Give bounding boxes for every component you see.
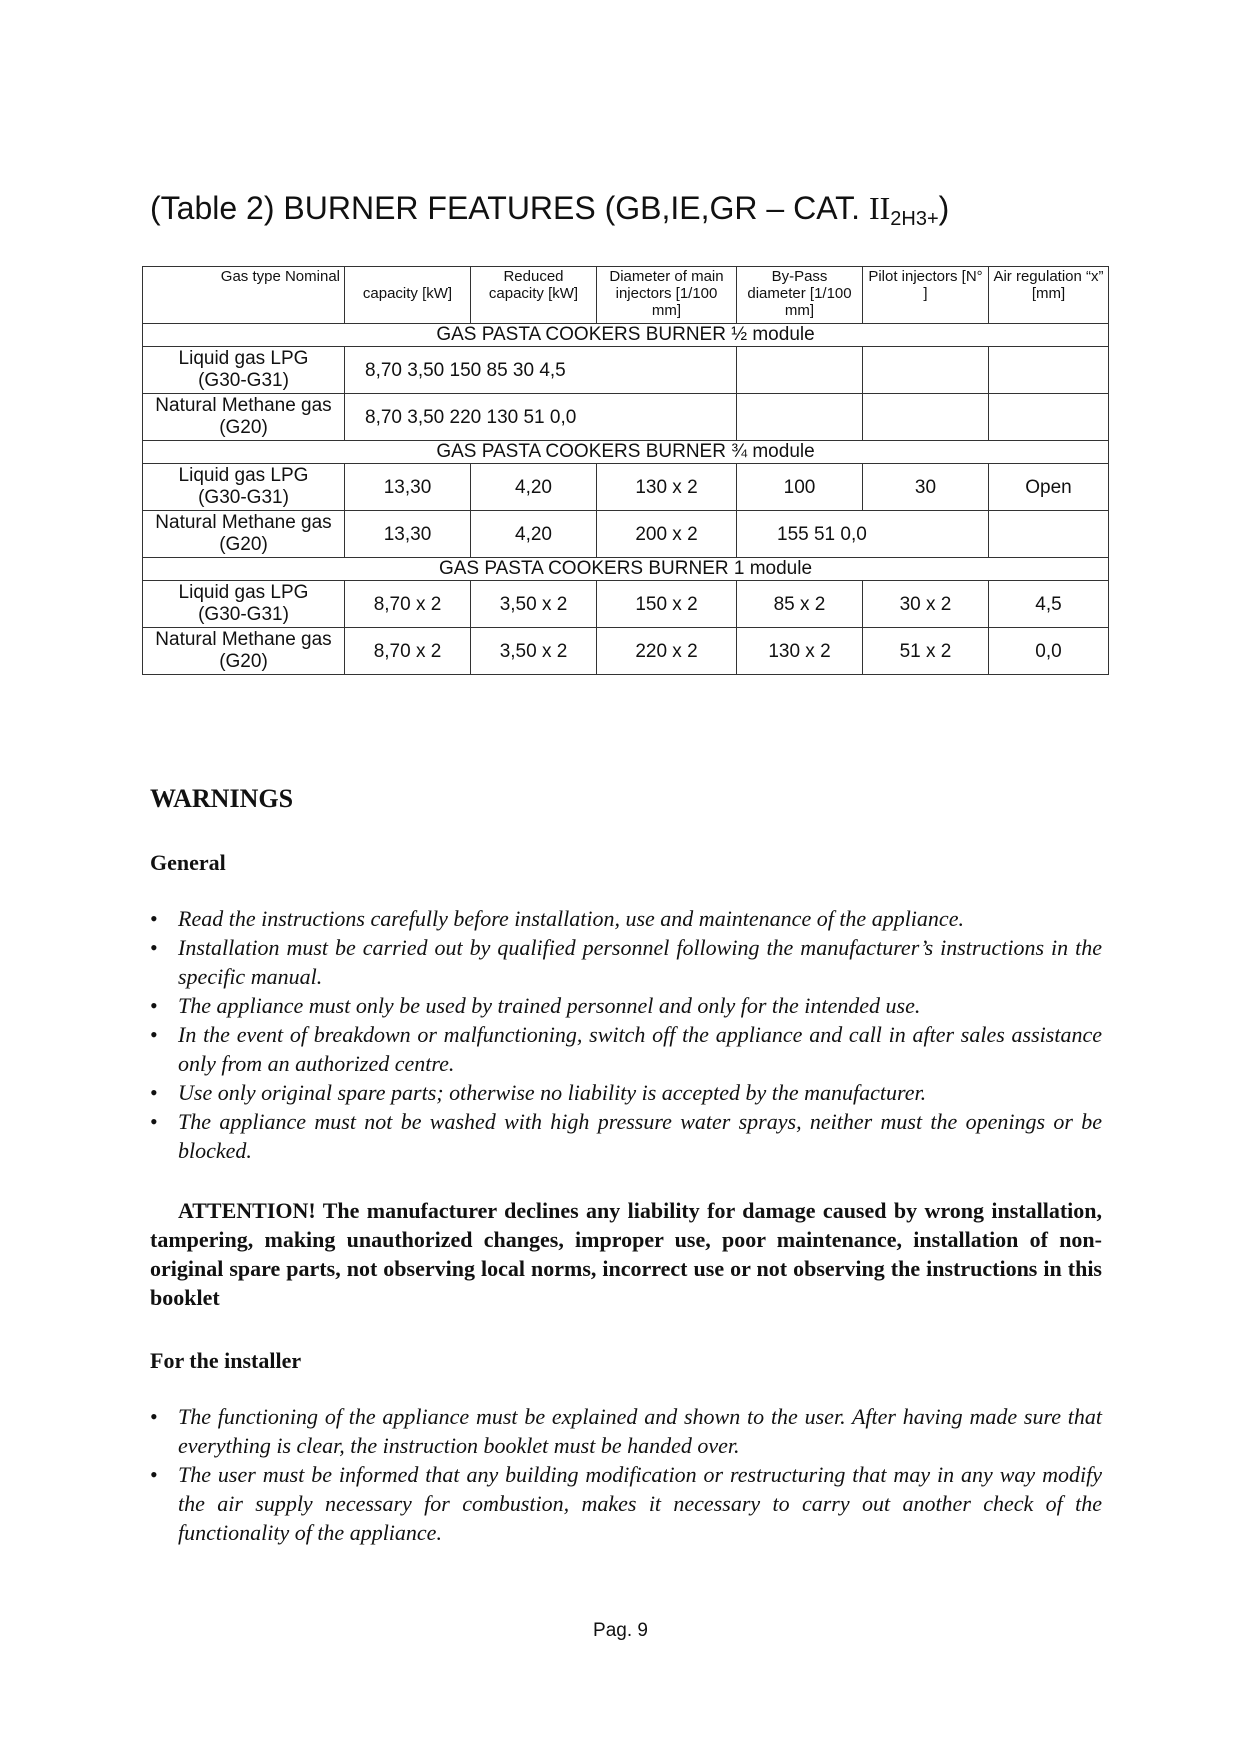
gas-name: Natural Methane gas: [155, 512, 332, 533]
table-row: [143, 628, 1109, 675]
header-gas-type: Gas type Nominal: [143, 267, 345, 324]
table-cell: [863, 394, 989, 441]
table-title: [150, 190, 949, 231]
table-cell: 3,50 x 2: [471, 628, 597, 675]
table-cell: 200 x 2: [597, 511, 737, 558]
list-item-text: In the event of breakdown or malfunctioning, switch off the appliance and call in after sales assistance only from an authorized centre.: [178, 1022, 1102, 1076]
burner-features-table: [142, 266, 1109, 675]
title-suffix: ): [938, 190, 950, 226]
list-item-text: Read the instructions carefully before installation, use and maintenance of the appliance.: [178, 906, 964, 931]
bullet-icon: •: [150, 1109, 158, 1134]
bullet-icon: •: [150, 1080, 158, 1105]
section-label: GAS PASTA COOKERS BURNER 1 module: [143, 558, 1109, 581]
table-cell: Open: [989, 464, 1109, 511]
table-cell: 4,20: [471, 464, 597, 511]
bullet-icon: •: [150, 1462, 158, 1487]
warnings-heading: WARNINGS: [150, 784, 294, 813]
table-cell: 85 x 2: [737, 581, 863, 628]
gas-type-cell: [143, 347, 345, 394]
list-item-text: Installation must be carried out by qualified personnel following the manufacturer’s instructions in the specific manual.: [178, 935, 1102, 989]
list-item-text: Use only original spare parts; otherwise no liability is accepted by the manufacturer.: [178, 1080, 927, 1105]
gas-name: Natural Methane gas: [155, 629, 332, 650]
table-cell: 30: [863, 464, 989, 511]
table-cell: [989, 394, 1109, 441]
gas-name: Liquid gas LPG: [178, 582, 309, 603]
table-cell: [989, 347, 1109, 394]
gas-code: (G30-G31): [198, 487, 289, 508]
bullet-icon: •: [150, 935, 158, 960]
table-cell: 8,70 x 2: [345, 581, 471, 628]
gas-code: (G20): [219, 417, 268, 438]
table-row: [143, 511, 1109, 558]
table-cell: 8,70 x 2: [345, 628, 471, 675]
table-cell: 51 x 2: [863, 628, 989, 675]
gas-type-cell: [143, 628, 345, 675]
section-row: [143, 558, 1109, 581]
gas-name: Liquid gas LPG: [178, 465, 309, 486]
gas-type-cell: [143, 394, 345, 441]
gas-name: Liquid gas LPG: [178, 348, 309, 369]
table-row: [143, 464, 1109, 511]
gas-code: (G30-G31): [198, 370, 289, 391]
table-header-row: [143, 267, 1109, 324]
section-label: GAS PASTA COOKERS BURNER ¾ module: [143, 441, 1109, 464]
gas-type-cell: [143, 581, 345, 628]
bullet-icon: •: [150, 1404, 158, 1429]
table-row: [143, 347, 1109, 394]
table-cell: [989, 511, 1109, 558]
table-cell: 220 x 2: [597, 628, 737, 675]
page-number: Pag. 9: [593, 1620, 648, 1641]
list-item: [150, 1460, 1102, 1547]
installer-warnings-list: [150, 1402, 1102, 1547]
header-bypass-diameter: By-Pass diameter [1/100 mm]: [737, 267, 863, 324]
table-cell: 4,20: [471, 511, 597, 558]
header-capacity: [345, 267, 471, 324]
table-cell: 13,30: [345, 464, 471, 511]
bullet-icon: •: [150, 906, 158, 931]
list-item-text: The user must be informed that any building modification or restructuring that may in any way modify the air supply necessary for combustion, makes it necessary to carry out another check of the functionality of the appliance.: [178, 1462, 1102, 1545]
list-item-text: The appliance must not be washed with high pressure water sprays, neither must the openings or be blocked.: [178, 1109, 1102, 1163]
list-item: [150, 1402, 1102, 1460]
table-cell: 13,30: [345, 511, 471, 558]
table-cell: 0,0: [989, 628, 1109, 675]
table-cell: [737, 347, 863, 394]
merged-values-cell: 8,70 3,50 150 85 30 4,5: [345, 347, 737, 394]
bullet-icon: •: [150, 1022, 158, 1047]
list-item-text: The appliance must only be used by trained personnel and only for the intended use.: [178, 993, 921, 1018]
gas-code: (G30-G31): [198, 604, 289, 625]
list-item: [150, 933, 1102, 991]
general-heading: General: [150, 850, 226, 875]
list-item-text: The functioning of the appliance must be explained and shown to the user. After having made sure that everything is clear, the instruction booklet must be handed over.: [178, 1404, 1102, 1458]
table-cell: 3,50 x 2: [471, 581, 597, 628]
gas-code: (G20): [219, 534, 268, 555]
merged-values-cell: 155 51 0,0: [737, 511, 989, 558]
title-prefix: (Table 2) BURNER FEATURES (GB,IE,GR – CAT.: [150, 190, 869, 226]
table-row: [143, 394, 1109, 441]
section-row: [143, 441, 1109, 464]
table-cell: [737, 394, 863, 441]
general-warnings-list: [150, 904, 1102, 1165]
header-main-injectors: Diameter of main injectors [1/100 mm]: [597, 267, 737, 324]
list-item: [150, 904, 1102, 933]
header-capacity-text: capacity [kW]: [362, 285, 453, 302]
gas-code: (G20): [219, 651, 268, 672]
table-cell: [863, 347, 989, 394]
table-cell: 4,5: [989, 581, 1109, 628]
title-category: II: [868, 190, 891, 226]
table-cell: 30 x 2: [863, 581, 989, 628]
list-item: [150, 1078, 1102, 1107]
gas-type-cell: [143, 511, 345, 558]
attention-paragraph: ATTENTION! The manufacturer declines any liability for damage caused by wrong installation, tampering, making unauthorized changes, improper use, poor maintenance, installation of non-original spare parts, not observing local norms, incorrect use or not observing the instructions in this booklet: [150, 1198, 1102, 1310]
header-air-regulation: Air regulation “x” [mm]: [989, 267, 1109, 324]
gas-name: Natural Methane gas: [155, 395, 332, 416]
bullet-icon: •: [150, 993, 158, 1018]
list-item: [150, 991, 1102, 1020]
section-label: GAS PASTA COOKERS BURNER ½ module: [143, 324, 1109, 347]
table-cell: 130 x 2: [737, 628, 863, 675]
section-row: [143, 324, 1109, 347]
table-cell: 130 x 2: [597, 464, 737, 511]
table-cell: 150 x 2: [597, 581, 737, 628]
table-cell: 100: [737, 464, 863, 511]
list-item: [150, 1020, 1102, 1078]
header-pilot-injectors: Pilot injectors [N° ]: [863, 267, 989, 324]
gas-type-cell: [143, 464, 345, 511]
installer-heading: For the installer: [150, 1348, 302, 1373]
table-row: [143, 581, 1109, 628]
merged-values-cell: 8,70 3,50 220 130 51 0,0: [345, 394, 737, 441]
title-subscript: 2H3+: [890, 208, 939, 230]
list-item: [150, 1107, 1102, 1165]
header-reduced-capacity: Reduced capacity [kW]: [471, 267, 597, 324]
